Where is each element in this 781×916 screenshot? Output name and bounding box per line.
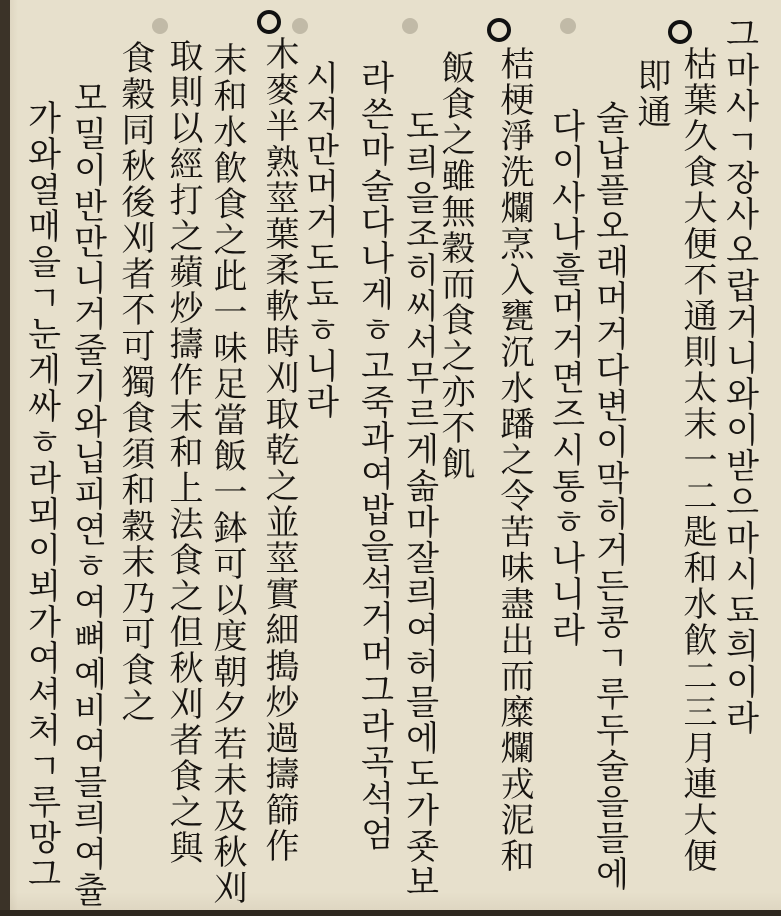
text-column: 도릐을조히씨서무르게솖마잘릐여허믈에도가죳보 <box>399 108 439 900</box>
binding-hole <box>560 18 576 34</box>
page-bottom-edge <box>0 910 781 916</box>
text-column: 末和水飮食之此一味足當飯一鉢可以度朝夕若未及秋刈 <box>207 42 247 906</box>
binding-hole <box>402 18 418 34</box>
binding-hole <box>292 18 308 34</box>
text-column: 飯食之雖無穀而食之亦不飢 <box>435 50 475 482</box>
text-column: 다이사나흘머거면즈시통ㅎ나니라 <box>545 108 585 648</box>
text-column: 食穀同秋後刈者不可獨食須和穀末乃可食之 <box>115 40 155 724</box>
text-column: 가와열매을ㄱ눈게싸ㅎ라뫼이뵈가여셔처ㄱ루망그 <box>21 100 61 892</box>
text-column: 그마사ㄱ장사오랍거니와이받으마시됴희이라 <box>719 16 759 736</box>
binding-hole <box>152 18 168 34</box>
page-binding-edge <box>0 0 10 916</box>
text-column: 술납플오래머거다변이막히거든콩ㄱ루두술을믈에 <box>589 100 629 892</box>
section-marker-circle <box>257 10 281 34</box>
text-column: 即通 <box>631 58 671 130</box>
text-column: 木麥半熟莖葉柔軟時刈取乾之並莖實細搗炒過擣篩作 <box>259 36 299 864</box>
text-column: 枯葉久食大便不通則太末一二匙和水飮二三月連大便 <box>677 46 717 874</box>
section-marker-circle <box>487 18 511 42</box>
text-column: 시저만머거도됴ㅎ니라 <box>299 60 339 420</box>
text-column: 모밀이반만니거줄기와닙피연ㅎ여뼈예비여믈릐여츌 <box>67 80 107 908</box>
text-column: 桔梗淨洗爛烹入甕沉水蹯之令苦味盡出而糜爛戎泥和 <box>494 46 534 874</box>
text-column: 取則以經打之蘋炒擣作末和上法食之但秋刈者食之與 <box>163 38 203 866</box>
text-column: 라쓴마술다나게ㅎ고죽과여밥을석거머그라곡석엄 <box>354 60 394 852</box>
section-marker-circle <box>668 20 692 44</box>
